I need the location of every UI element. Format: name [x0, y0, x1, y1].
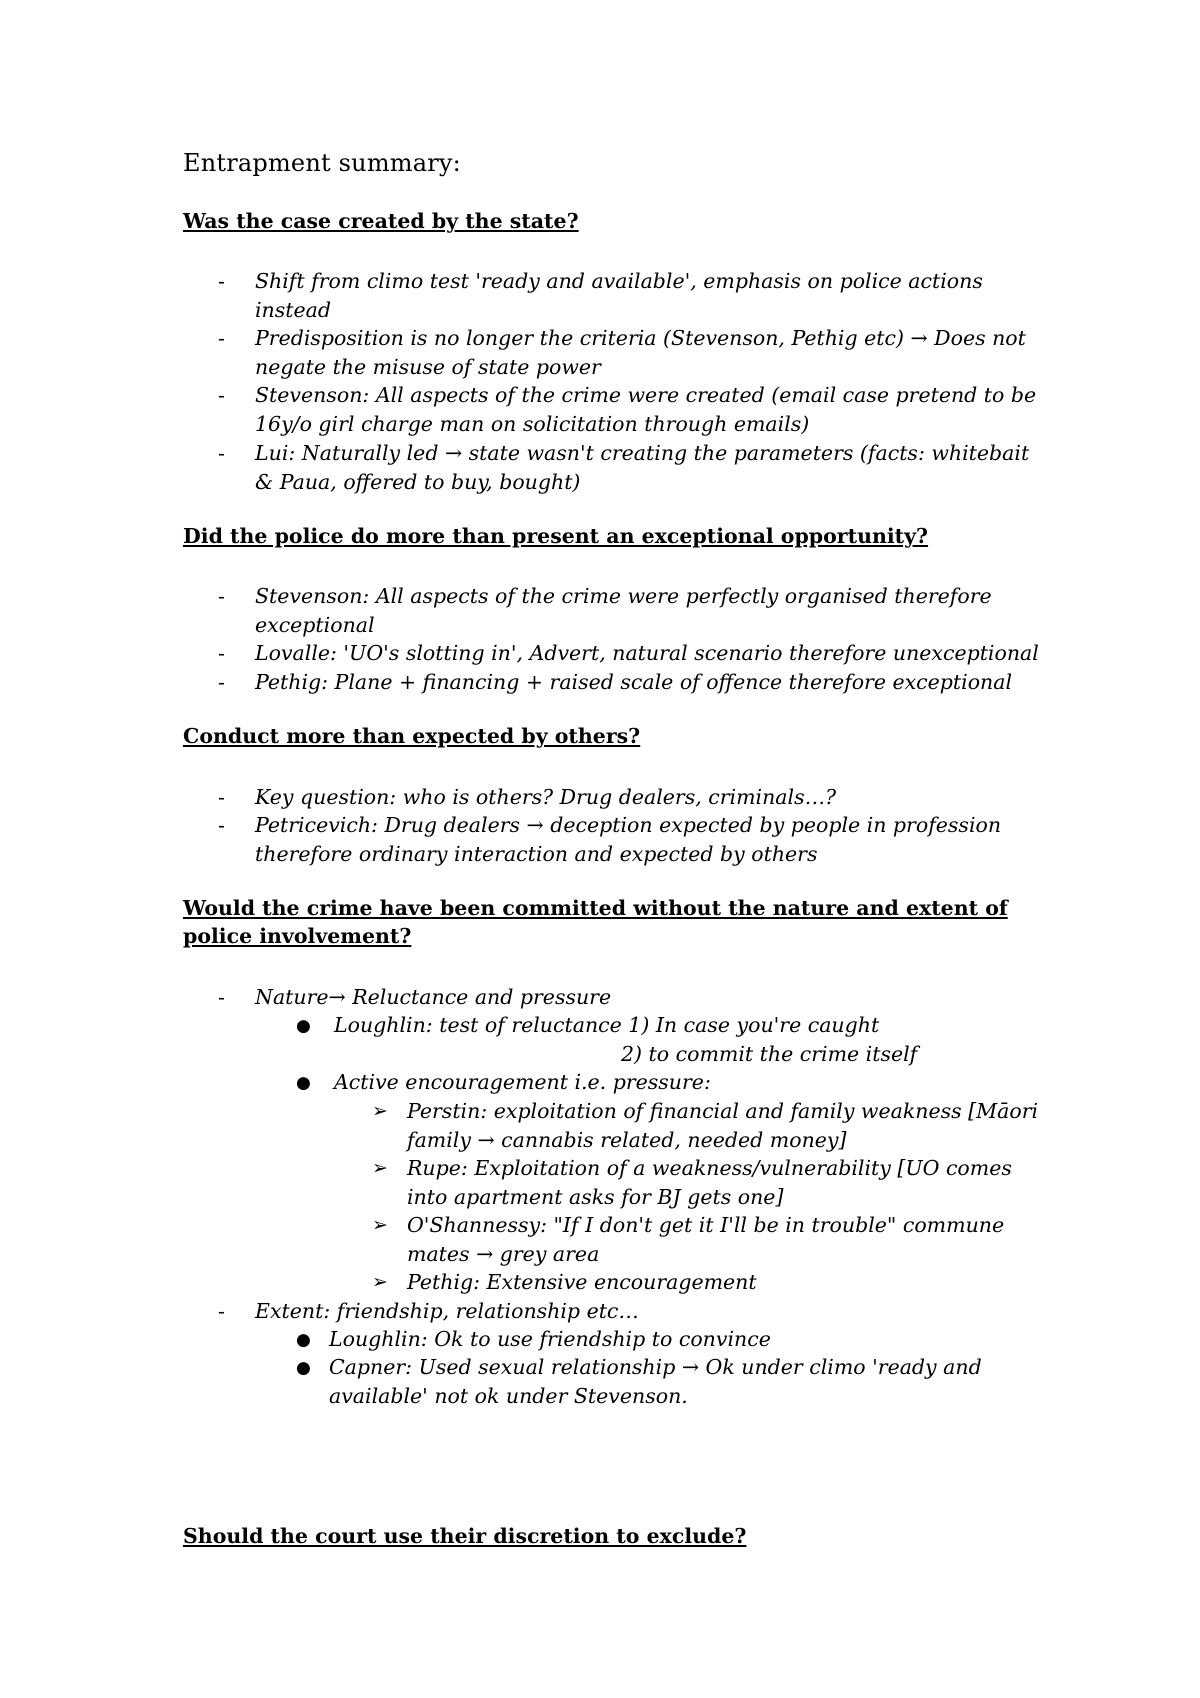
list-item-line: Loughlin: test of reluctance 1) In case you're caught [334, 1013, 880, 1037]
dash-marker: - [218, 441, 225, 465]
arrow-bullet-marker: ➢ [372, 1100, 388, 1122]
list-item-line: therefore ordinary interaction and expected by others [255, 842, 818, 866]
list-item-line: Key question: who is others? Drug dealers, criminals…? [255, 785, 837, 809]
list-item-line: Perstin: exploitation of financial and family weakness [Māori [407, 1099, 1039, 1123]
list-item-line: 16y/o girl charge man on solicitation through emails) [255, 412, 810, 436]
list-item-line: mates → grey area [407, 1242, 600, 1266]
list-item-line: Pethig: Plane + financing + raised scale of offence therefore exceptional [255, 670, 1013, 694]
list-item-line: Lui: Naturally led → state wasn't creating the parameters (facts: whitebait [255, 441, 1030, 465]
list-item-line: exceptional [255, 613, 375, 637]
list-item-line: available' not ok under Stevenson. [329, 1384, 688, 1408]
dash-marker: - [218, 584, 225, 608]
section-heading-discretion-exclude: Should the court use their discretion to exclude? [183, 1524, 747, 1548]
list-item-line: Stevenson: All aspects of the crime were perfectly organised therefore [255, 584, 992, 608]
bullet-marker: ● [296, 1358, 311, 1378]
list-item-line: Nature→ Reluctance and pressure [255, 985, 612, 1009]
section-heading-created-by-state: Was the case created by the state? [183, 209, 579, 233]
list-item-line: & Paua, offered to buy, bought) [255, 470, 581, 494]
dash-marker: - [218, 269, 225, 293]
dash-marker: - [218, 326, 225, 350]
dash-marker: - [218, 383, 225, 407]
list-item-line: Lovalle: 'UO's slotting in', Advert, natural scenario therefore unexceptional [255, 641, 1039, 665]
dash-marker: - [218, 785, 225, 809]
section-heading-nature-extent-line1: Would the crime have been committed without the nature and extent of [183, 896, 1008, 920]
dash-marker: - [218, 813, 225, 837]
bullet-marker: ● [296, 1073, 311, 1093]
list-item-line: Capner: Used sexual relationship → Ok under climo 'ready and [329, 1355, 982, 1379]
list-item-line: Shift from climo test 'ready and available', emphasis on police actions [255, 269, 983, 293]
arrow-bullet-marker: ➢ [372, 1157, 388, 1179]
dash-marker: - [218, 1299, 225, 1323]
dash-marker: - [218, 670, 225, 694]
list-item-line: Rupe: Exploitation of a weakness/vulnerability [UO comes [407, 1156, 1012, 1180]
list-item-line: negate the misuse of state power [255, 355, 601, 379]
list-item-line: 2) to commit the crime itself [621, 1042, 918, 1066]
list-item-line: Loughlin: Ok to use friendship to convince [329, 1327, 771, 1351]
document-title: Entrapment summary: [183, 149, 461, 177]
list-item-line: Pethig: Extensive encouragement [407, 1270, 757, 1294]
section-heading-conduct-expected: Conduct more than expected by others? [183, 724, 641, 748]
dash-marker: - [218, 641, 225, 665]
list-item-line: Predisposition is no longer the criteria (Stevenson, Pethig etc) → Does not [255, 326, 1026, 350]
section-heading-nature-extent-line2: police involvement? [183, 924, 412, 948]
list-item-line: Petricevich: Drug dealers → deception expected by people in profession [255, 813, 1002, 837]
bullet-marker: ● [296, 1016, 311, 1036]
list-item-line: instead [255, 298, 331, 322]
arrow-bullet-marker: ➢ [372, 1214, 388, 1236]
list-item-line: Active encouragement i.e. pressure: [334, 1070, 711, 1094]
section-heading-exceptional-opportunity: Did the police do more than present an exceptional opportunity? [183, 524, 929, 548]
list-item-line: Stevenson: All aspects of the crime were created (email case pretend to be [255, 383, 1037, 407]
dash-marker: - [218, 985, 225, 1009]
arrow-bullet-marker: ➢ [372, 1271, 388, 1293]
list-item-line: Extent: friendship, relationship etc… [255, 1299, 639, 1323]
list-item-line: family → cannabis related, needed money] [407, 1128, 847, 1152]
list-item-line: into apartment asks for BJ gets one] [407, 1185, 784, 1209]
bullet-marker: ● [296, 1330, 311, 1350]
list-item-line: O'Shannessy: "If I don't get it I'll be in trouble" commune [407, 1213, 1005, 1237]
